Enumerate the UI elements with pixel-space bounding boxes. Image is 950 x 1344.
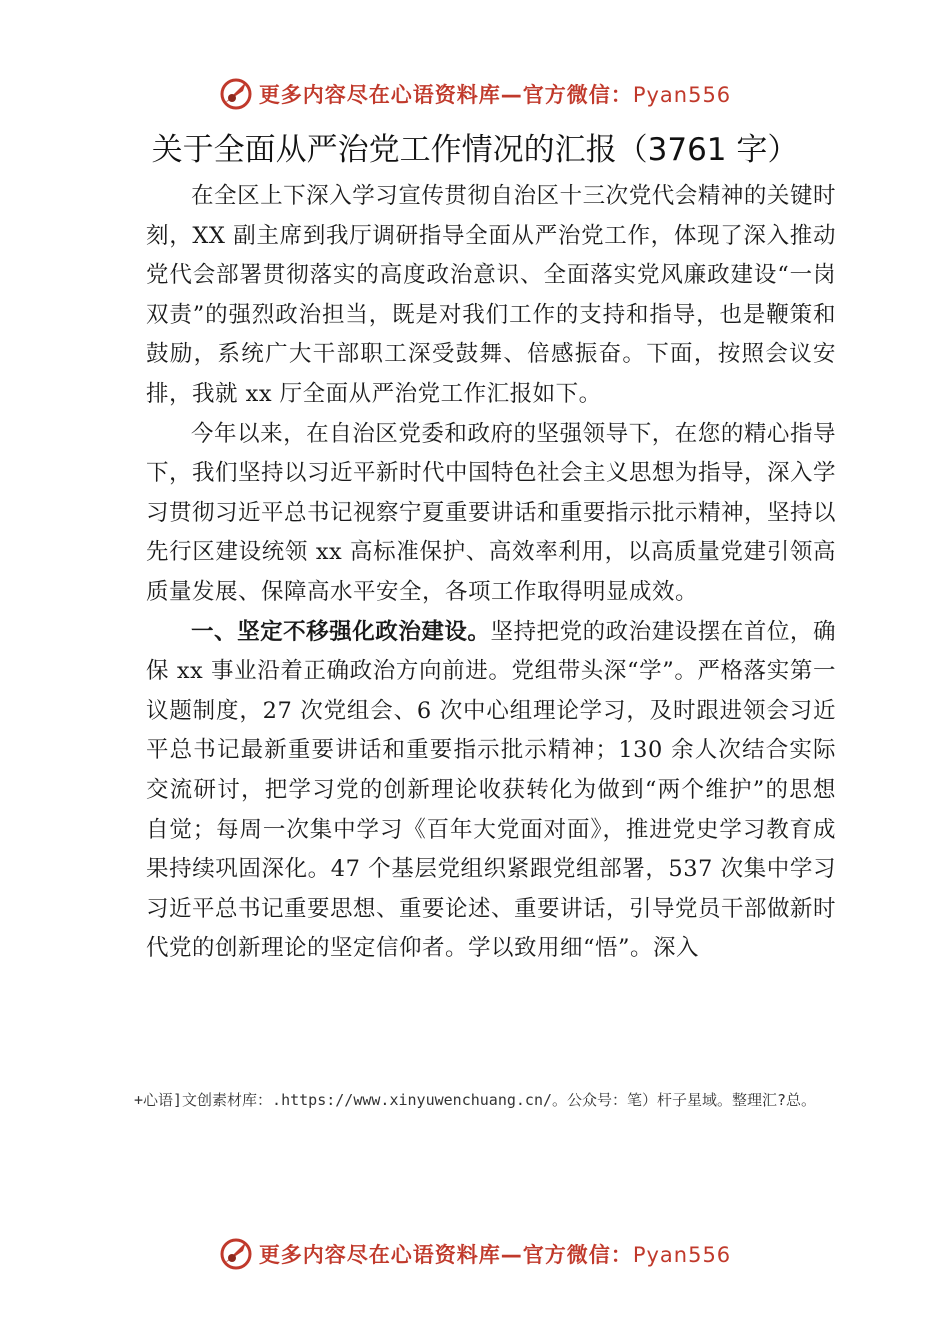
section-heading: 一、坚定不移强化政治建设。 [191,618,491,645]
paragraph [146,613,836,969]
banner-label: 更多内容尽在心语资料库—官方微信： [258,83,633,107]
banner-text [259,1239,731,1269]
paragraph-text: 在全区上下深入学习宣传贯彻自治区十三次党代会精神的关键时刻，XX 副主席到我厅调研指导全面从严治党工作，体现了深入推动党代会部署贯彻落实的高度政治意识、全面落实党风廉政建设“一岗双责”的强烈政治担当，既是对我们工作的支持和指导，也是鞭策和鼓励，系统广大干部职工深受鼓舞、倍感振奋。下面，按照会议安排，我就 xx 厅全面从严治党工作汇报如下。 [146,183,836,407]
paragraph-text: 今年以来，在自治区党委和政府的坚强领导下，在您的精心指导下，我们坚持以习近平新时代中国特色社会主义思想为指导，深入学习贯彻习近平总书记视察宁夏重要讲话和重要指示批示精神，坚持以先行区建设统领 xx 高标准保护、高效率利用，以高质量党建引领高质量发展、保障高水平安全，各项工作取得明显成效。 [146,420,837,605]
banner-wechat-id: Pyan556 [632,83,732,107]
quill-seal-icon [219,1237,253,1271]
document-body [146,177,836,969]
document-title: 关于全面从严治党工作情况的汇报（3761 字） [151,132,799,168]
banner-text [259,79,731,109]
paragraph-text: 坚持把党的政治建设摆在首位，确保 xx 事业沿着正确政治方向前进。党组带头深“学”。严格落实第一议题制度，27 次党组会、6 次中心组理论学习，及时跟进领会习近平总书记最新重要讲话和重要指示批示精神；130 余人次结合实际交流研讨，把学习党的创新理论收获转化为做到“两个维护”的思想自觉；每周一次集中学习《百年大党面对面》，推进党史学习教育成果持续巩固深化。47 个基层党组织紧跟党组部署，537 次集中学习习近平总书记重要思想、重要论述、重要讲话，引导党员干部做新时代党的创新理论的坚定信仰者。学以致用细“悟”。深入 [146,618,837,962]
header-banner [0,72,950,116]
banner-label: 更多内容尽在心语资料库—官方微信： [258,1243,633,1267]
paragraph [146,415,836,613]
footnote: +心语]文创素材库：.https://www.xinyuwenchuang.cn/。公众号：笔）杆子星域。整理汇?总。 [134,1091,817,1109]
paragraph [146,177,836,415]
quill-seal-icon [219,77,253,111]
footer-banner [0,1232,950,1276]
banner-wechat-id: Pyan556 [632,1243,732,1267]
